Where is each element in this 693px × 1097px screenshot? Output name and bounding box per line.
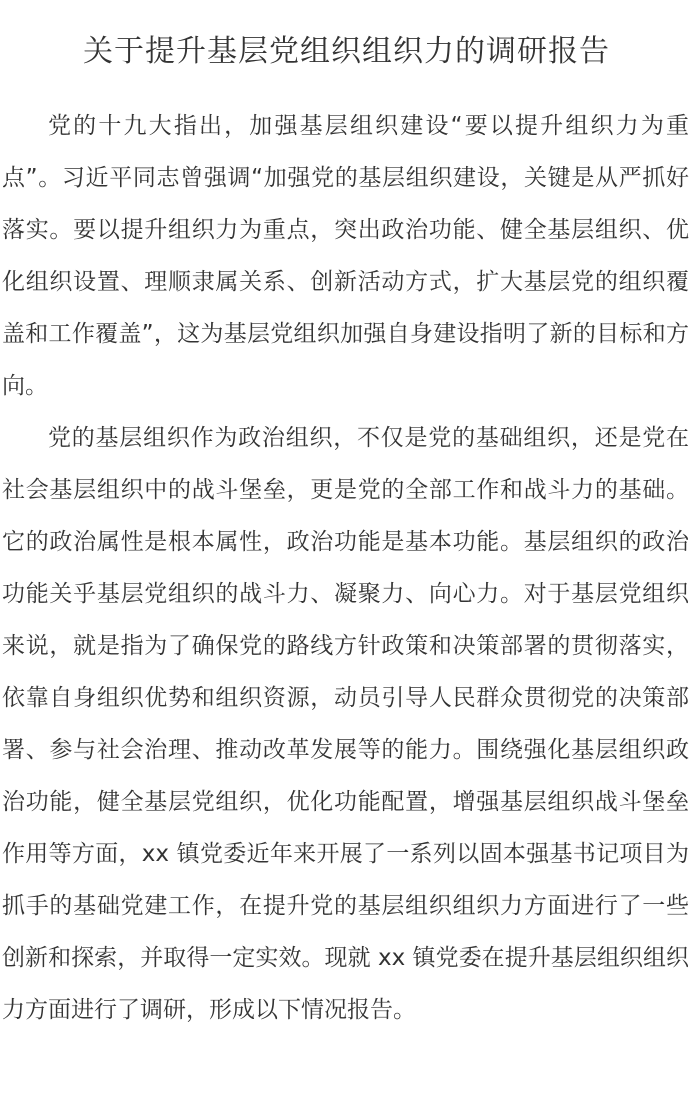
paragraph-1: 党的十九大指出，加强基层组织建设“要以提升组织力为重点”。习近平同志曾强调“加强党的基层组织建设，关键是从严抓好落实。要以提升组织力为重点，突出政治功能、健全基层组织、优化组织设置、理顺隶属关系、创新活动方式，扩大基层党的组织覆盖和工作覆盖”，这为基层党组织加强自身建设指明了新的目标和方向。 <box>2 113 689 399</box>
document-title: 关于提升基层党组织组织力的调研报告 <box>83 34 610 69</box>
paragraph-2: 党的基层组织作为政治组织，不仅是党的基础组织，还是党在社会基层组织中的战斗堡垒，更是党的全部工作和战斗力的基础。它的政治属性是根本属性，政治功能是基本功能。基层组织的政治功能关乎基层党组织的战斗力、凝聚力、向心力。对于基层党组织来说，就是指为了确保党的路线方针政策和决策部署的贯彻落实，依靠自身组织优势和组织资源，动员引导人民群众贯彻党的决策部署、参与社会治理、推动改革发展等的能力。围绕强化基层组织政治功能，健全基层党组织，优化功能配置，增强基层组织战斗堡垒作用等方面，xx 镇党委近年来开展了一系列以固本强基书记项目为抓手的基础党建工作，在提升党的基层组织组织力方面进行了一些创新和探索，并取得一定实效。现就 xx 镇党委在提升基层组织组织力方面进行了调研，形成以下情况报告。 <box>2 425 689 1023</box>
document-body <box>0 100 693 1036</box>
